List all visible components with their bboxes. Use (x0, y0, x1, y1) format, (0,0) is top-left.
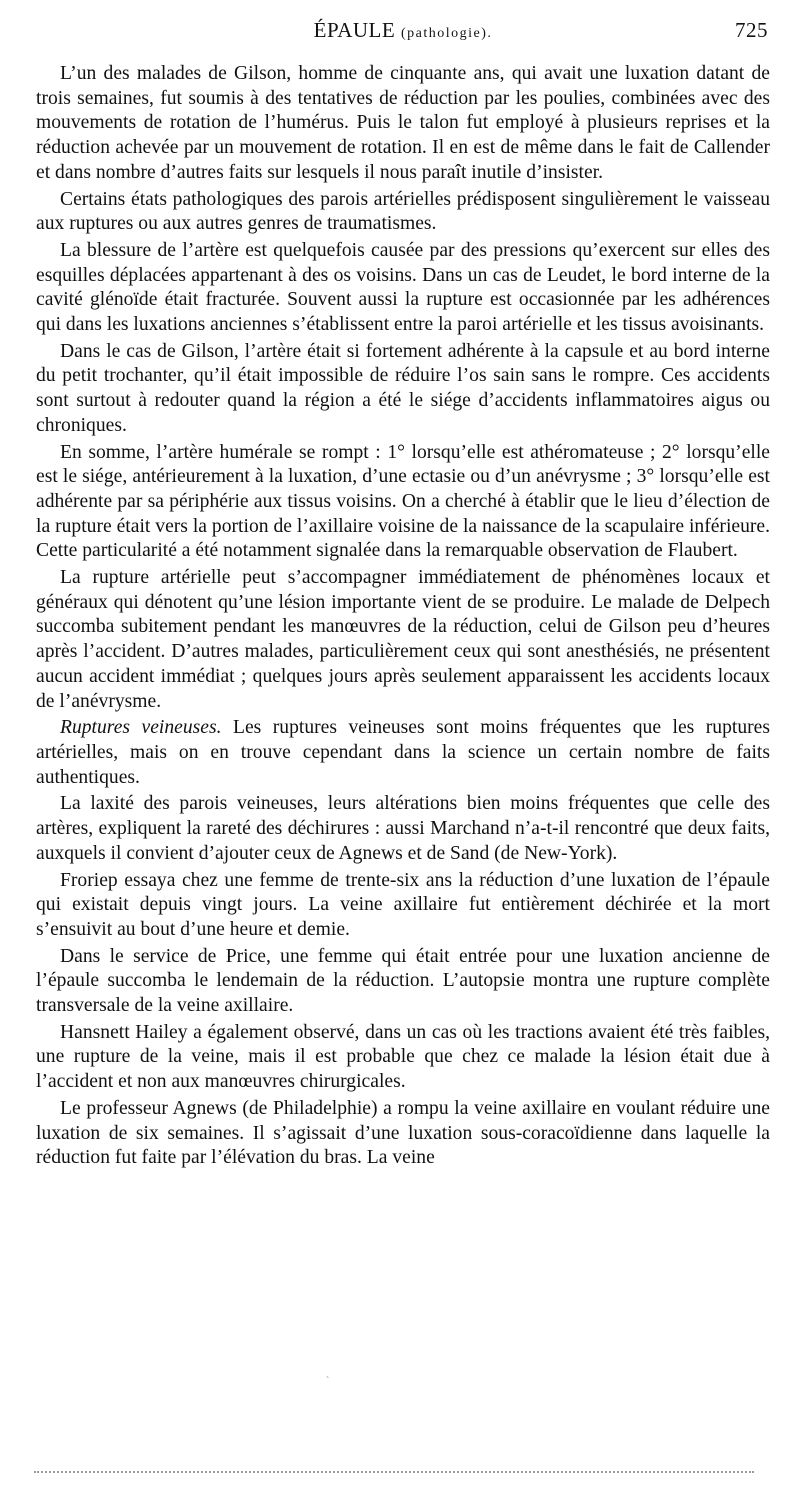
footer-rule (34, 1471, 754, 1473)
paragraph-6: La rupture artérielle peut s’accompagner immédiatement de phénomènes locaux et généraux qui dénotent qu’une lésion importante vient de se produire. Le malade de Delpech succomba subitement pendant les manœuvres de la réduction, celui de Gilson peu d’heures après l’accident. D’autres malades, particulièrement ceux qui sont anesthésiés, ne présentent aucun accident immédiat ; quelques jours après seulement apparaissent les accidents locaux de l’anévrysme. (36, 567, 770, 712)
running-title (36, 18, 770, 43)
stray-mark: ` (326, 1376, 330, 1387)
page (36, 18, 770, 1173)
paragraph-7: Ruptures veineuses. Les ruptures veineuses sont moins fréquentes que les ruptures artérielles, mais on en trouve cependant dans la science un certain nombre de faits authentiques. (36, 717, 770, 788)
paragraph-1: L’un des malades de Gilson, homme de cinquante ans, qui avait une luxation datant de trois semaines, fut soumis à des tentatives de réduction par les poulies, combinées avec des mouvements de rotation de l’humérus. Puis le talon fut employé à plusieurs reprises et la réduction achevée par un mouvement de rotation. Il en est de même dans le fait de Callender et dans nombre d’autres faits sur lesquels il nous paraît inutile d’insister. (36, 63, 770, 183)
paragraph-12: Le professeur Agnews (de Philadelphie) a rompu la veine axillaire en voulant réduire une luxation de six semaines. Il s’agissait d’une luxation sous-coracoïdienne dans laquelle la réduction fut faite par l’élévation du bras. La veine (36, 1097, 770, 1169)
paragraph-4: Dans le cas de Gilson, l’artère était si fortement adhérente à la capsule et au bord interne du petit trochanter, qu’il était impossible de réduire l’os sain sans le rompre. Ces accidents sont surtout à redouter quand la région a été le siége d’accidents inflammatoires aigus ou chroniques. (36, 340, 770, 436)
body-text (36, 62, 770, 1171)
running-head (36, 18, 770, 50)
paragraph-9: Froriep essaya chez une femme de trente-six ans la réduction d’une luxation de l’épaule qui existait depuis vingt jours. La veine axillaire fut entièrement déchirée et la mort s’ensuivit au bout d’une heure et demie. (36, 869, 770, 940)
paragraph-8: La laxité des parois veineuses, leurs altérations bien moins fréquentes que celle des artères, expliquent la rareté des déchirures : aussi Marchand n’a-t-il rencontré que deux faits, auxquels il convient d’ajouter ceux de Agnews et de Sand (de New-York). (36, 793, 770, 864)
paragraph-10: Dans le service de Price, une femme qui était entrée pour une luxation ancienne de l’épaule succomba le lendemain de la réduction. L’autopsie montra une rupture complète transversale de la veine axillaire. (36, 945, 770, 1017)
paragraph-3: La blessure de l’artère est quelquefois causée par des pressions qu’exercent sur elles des esquilles déplacées appartenant à des os voisins. Dans un cas de Leudet, le bord interne de la cavité glénoïde était fracturée. Souvent aussi la rupture est occasionnée par les adhérences qui dans les luxations anciennes s’établissent entre la paroi artérielle et les tissus avoisinants. (36, 239, 770, 336)
paragraph-5: En somme, l’artère humérale se rompt : 1° lorsqu’elle est athéromateuse ; 2° lorsqu’elle est le siége, antérieurement à la luxation, d’une ectasie ou d’un anévrysme ; 3° lorsqu’elle est adhérente par sa périphérie aux tissus voisins. On a cherché à établir que le lieu d’élection de la rupture était vers la portion de l’axillaire voisine de la naissance de la scapulaire inférieure. Cette particularité a été notamment signalée dans la remarquable observation de Flaubert. (36, 441, 770, 562)
paragraph-11: Hansnett Hailey a également observé, dans un cas où les tractions avaient été très faibles, une rupture de la veine, mais il est probable que chez ce malade la lésion était due à l’accident et non aux manœuvres chirurgicales. (36, 1021, 770, 1093)
section-lead: Ruptures veineuses. (60, 717, 222, 739)
paragraph-2: Certains états pathologiques des parois artérielles prédisposent singulièrement le vaisseau aux ruptures ou aux autres genres de traumatismes. (36, 188, 770, 235)
running-title-subtitle: (pathologie). (400, 26, 493, 41)
running-title-main: ÉPAULE (313, 18, 396, 42)
page-number: 725 (735, 18, 768, 42)
